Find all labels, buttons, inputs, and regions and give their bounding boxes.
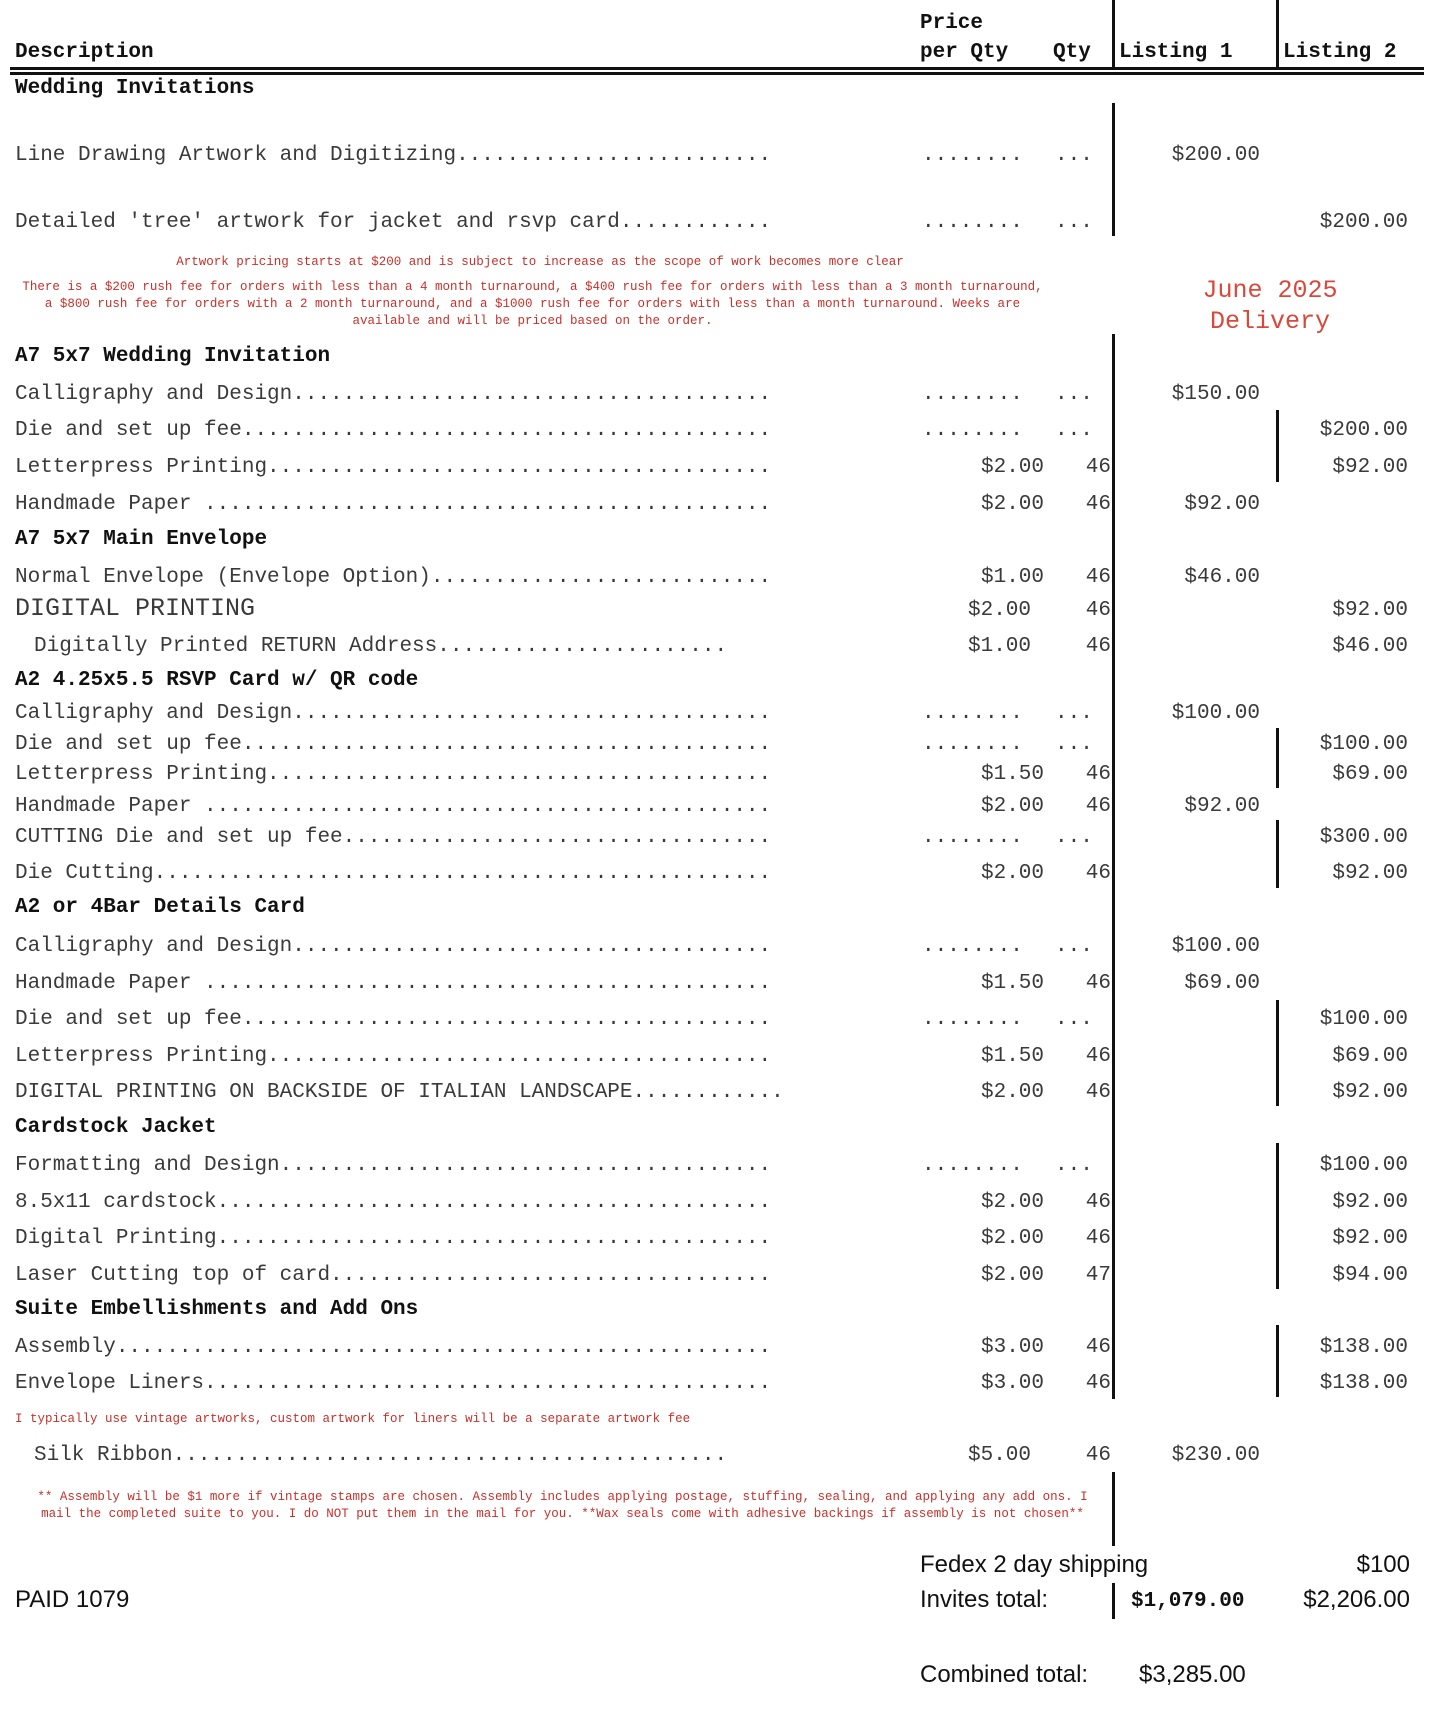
header-divider-2 <box>1276 0 1279 67</box>
qty-value: 46 <box>1085 1081 1111 1104</box>
qty-value: 46 <box>1085 493 1111 516</box>
line-item-description: 8.5x11 cardstock............................................ <box>15 1191 772 1214</box>
delivery-label: Delivery <box>1209 307 1331 336</box>
price-per-qty: $1.50 <box>980 763 1044 786</box>
qty-leader: ... <box>1055 383 1093 406</box>
qty-leader: ... <box>1055 733 1093 756</box>
line-item-description: Letterpress Printing........................................ <box>15 456 772 479</box>
listing-1-border <box>1112 334 1115 1399</box>
price-leader: ........ <box>922 733 1023 756</box>
paid-label: PAID 1079 <box>15 1586 130 1613</box>
price-leader: ........ <box>922 383 1023 406</box>
listing-2-amount: $46.00 <box>1332 635 1408 658</box>
qty-leader: ... <box>1055 1008 1093 1031</box>
listing-1-amount: $150.00 <box>1171 383 1260 406</box>
listing-2-border <box>1276 1325 1279 1397</box>
listing-2-amount: $92.00 <box>1332 1227 1408 1250</box>
price-per-qty: $3.00 <box>980 1336 1044 1359</box>
price-per-qty: $5.00 <box>967 1444 1031 1467</box>
line-item-description: Silk Ribbon............................................ <box>34 1444 728 1467</box>
line-item-description: Envelope Liners............................................. <box>15 1372 772 1395</box>
qty-leader: ... <box>1055 1154 1093 1177</box>
section-heading: A2 or 4Bar Details Card <box>15 896 305 919</box>
listing-2-border <box>1276 1143 1279 1289</box>
qty-value: 46 <box>1085 456 1111 479</box>
delivery-date: June 2025 <box>1202 276 1338 305</box>
listing-1-amount: $100.00 <box>1171 702 1260 725</box>
section-heading: A7 5x7 Wedding Invitation <box>15 345 331 368</box>
line-item-description: Detailed 'tree' artwork for jacket and rsvp card............ <box>15 211 772 234</box>
line-item-description: Die and set up fee.......................................... <box>15 733 772 756</box>
price-per-qty: $2.00 <box>980 1227 1044 1250</box>
header-rule-top <box>10 67 1424 70</box>
header-rule-bottom <box>10 72 1424 75</box>
listing-2-border <box>1276 820 1279 888</box>
listing-2-amount: $200.00 <box>1319 211 1408 234</box>
qty-leader: ... <box>1055 419 1093 442</box>
listing-1-amount: $230.00 <box>1171 1444 1260 1467</box>
price-per-qty: $1.00 <box>967 635 1031 658</box>
invites-total-listing-2: $2,206.00 <box>1303 1586 1410 1613</box>
price-per-qty: $2.00 <box>980 1264 1044 1287</box>
line-item-description: DIGITAL PRINTING ON BACKSIDE OF ITALIAN LANDSCAPE............ <box>15 1081 784 1104</box>
header-qty: Qty <box>1053 41 1091 64</box>
line-item-description: Letterpress Printing........................................ <box>15 763 772 786</box>
price-per-qty: $1.50 <box>980 972 1044 995</box>
listing-1-amount: $46.00 <box>1184 566 1260 589</box>
shipping-label: Fedex 2 day shipping <box>920 1551 1149 1578</box>
header-price-line1: Price <box>920 12 984 35</box>
assembly-note: ** Assembly will be $1 more if vintage stamps are chosen. Assembly includes applying postage, stuffing, sealing, and applying any add ons. I mail the completed suite to you. I do NOT put them in the mail for you. **Wax seals come with adhesive backings if assembly is not chosen** <box>37 1490 1088 1521</box>
listing-2-amount: $300.00 <box>1319 826 1408 849</box>
price-per-qty: $2.00 <box>980 862 1044 885</box>
combined-total-label: Combined total: <box>920 1661 1089 1688</box>
listing-2-amount: $92.00 <box>1332 1081 1408 1104</box>
artwork-pricing-note: Artwork pricing starts at $200 and is subject to increase as the scope of work becomes more clear <box>176 255 904 269</box>
rush-fee-note: There is a $200 rush fee for orders with less than a 4 month turnaround, a $400 rush fee for orders with less than a 3 month turnaround, a $800 rush fee for orders with a 2 month turnaround, and a $1000 rush fee for orders with less than a month turnaround. Weeks are available and will be priced based on the order. <box>22 280 1043 328</box>
line-item-description: Assembly.................................................... <box>15 1336 772 1359</box>
section-heading: A2 4.25x5.5 RSVP Card w/ QR code <box>15 669 419 692</box>
listing-2-amount: $200.00 <box>1319 419 1408 442</box>
qty-value: 46 <box>1085 1045 1111 1068</box>
price-per-qty: $1.50 <box>980 1045 1044 1068</box>
section-heading: Cardstock Jacket <box>15 1116 217 1139</box>
line-item-description: DIGITAL PRINTING <box>15 594 256 623</box>
header-listing-1: Listing 1 <box>1119 41 1233 64</box>
line-item-description: Line Drawing Artwork and Digitizing......................... <box>15 144 772 167</box>
listing-1-border <box>1112 1472 1115 1546</box>
price-leader: ........ <box>922 826 1023 849</box>
qty-value: 46 <box>1085 1444 1111 1467</box>
listing-1-amount: $200.00 <box>1171 144 1260 167</box>
qty-value: 46 <box>1085 795 1111 818</box>
price-per-qty: $2.00 <box>980 1081 1044 1104</box>
line-item-description: Die Cutting................................................. <box>15 862 772 885</box>
qty-value: 46 <box>1085 566 1111 589</box>
invites-total-listing-1: $1,079.00 <box>1131 1590 1245 1613</box>
price-leader: ........ <box>922 935 1023 958</box>
header-description: Description <box>15 41 154 64</box>
qty-value: 46 <box>1085 862 1111 885</box>
price-leader: ........ <box>922 211 1023 234</box>
price-per-qty: $2.00 <box>980 493 1044 516</box>
listing-2-border <box>1276 410 1279 482</box>
listing-2-amount: $92.00 <box>1332 1191 1408 1214</box>
listing-2-amount: $94.00 <box>1332 1264 1408 1287</box>
section-heading: A7 5x7 Main Envelope <box>15 528 268 551</box>
qty-value: 46 <box>1085 763 1111 786</box>
price-leader: ........ <box>922 1008 1023 1031</box>
section-heading: Suite Embellishments and Add Ons <box>15 1298 419 1321</box>
invites-total-label: Invites total: <box>920 1586 1049 1613</box>
qty-value: 46 <box>1085 635 1111 658</box>
line-item-description: Letterpress Printing........................................ <box>15 1045 772 1068</box>
listing-1-border <box>1112 103 1115 236</box>
qty-leader: ... <box>1055 144 1093 167</box>
listing-2-amount: $138.00 <box>1319 1372 1408 1395</box>
qty-leader: ... <box>1055 826 1093 849</box>
listing-1-amount: $69.00 <box>1184 972 1260 995</box>
header-price-line2: per Qty <box>920 41 1009 64</box>
listing-1-amount: $100.00 <box>1171 935 1260 958</box>
line-item-description: Laser Cutting top of card................................... <box>15 1264 772 1287</box>
price-leader: ........ <box>922 419 1023 442</box>
qty-value: 46 <box>1085 972 1111 995</box>
listing-2-amount: $69.00 <box>1332 1045 1408 1068</box>
listing-2-amount: $100.00 <box>1319 1008 1408 1031</box>
price-per-qty: $3.00 <box>980 1372 1044 1395</box>
qty-value: 47 <box>1085 1264 1111 1287</box>
line-item-description: Digital Printing............................................ <box>15 1227 772 1250</box>
combined-total-value: $3,285.00 <box>1139 1661 1246 1688</box>
qty-value: 46 <box>1085 1336 1111 1359</box>
listing-1-border <box>1112 1583 1115 1619</box>
line-item-description: Die and set up fee.......................................... <box>15 1008 772 1031</box>
listing-2-amount: $69.00 <box>1332 763 1408 786</box>
line-item-description: Die and set up fee.......................................... <box>15 419 772 442</box>
listing-2-amount: $100.00 <box>1319 733 1408 756</box>
line-item-description: Calligraphy and Design...................................... <box>15 935 772 958</box>
header-listing-2: Listing 2 <box>1283 41 1397 64</box>
qty-leader: ... <box>1055 935 1093 958</box>
listing-2-amount: $100.00 <box>1319 1154 1408 1177</box>
listing-2-amount: $92.00 <box>1332 456 1408 479</box>
line-item-description: Handmade Paper ............................................. <box>15 972 772 995</box>
price-per-qty: $1.00 <box>980 566 1044 589</box>
qty-value: 46 <box>1085 599 1111 622</box>
line-item-description: Calligraphy and Design...................................... <box>15 383 772 406</box>
listing-1-amount: $92.00 <box>1184 795 1260 818</box>
listing-2-amount: $92.00 <box>1332 862 1408 885</box>
price-leader: ........ <box>922 702 1023 725</box>
line-item-description: Formatting and Design....................................... <box>15 1154 772 1177</box>
line-item-description: Handmade Paper ............................................. <box>15 493 772 516</box>
section-heading: Wedding Invitations <box>15 77 255 100</box>
listing-2-amount: $92.00 <box>1332 599 1408 622</box>
listing-2-amount: $138.00 <box>1319 1336 1408 1359</box>
listing-2-border <box>1276 1000 1279 1106</box>
price-per-qty: $2.00 <box>980 795 1044 818</box>
qty-value: 46 <box>1085 1191 1111 1214</box>
shipping-value: $100 <box>1356 1551 1410 1578</box>
price-per-qty: $2.00 <box>980 456 1044 479</box>
line-item-description: Handmade Paper ............................................. <box>15 795 772 818</box>
line-item-description: Calligraphy and Design...................................... <box>15 702 772 725</box>
qty-value: 46 <box>1085 1227 1111 1250</box>
price-per-qty: $2.00 <box>967 599 1031 622</box>
qty-leader: ... <box>1055 702 1093 725</box>
line-item-description: CUTTING Die and set up fee.................................. <box>15 826 772 849</box>
price-leader: ........ <box>922 144 1023 167</box>
price-leader: ........ <box>922 1154 1023 1177</box>
listing-2-border <box>1276 728 1279 788</box>
header-divider-1 <box>1112 0 1115 67</box>
listing-1-amount: $92.00 <box>1184 493 1260 516</box>
qty-value: 46 <box>1085 1372 1111 1395</box>
liners-note: I typically use vintage artworks, custom artwork for liners will be a separate artwork fee <box>15 1412 691 1426</box>
price-per-qty: $2.00 <box>980 1191 1044 1214</box>
line-item-description: Normal Envelope (Envelope Option)........................... <box>15 566 772 589</box>
qty-leader: ... <box>1055 211 1093 234</box>
line-item-description: Digitally Printed RETURN Address....................... <box>34 635 728 658</box>
